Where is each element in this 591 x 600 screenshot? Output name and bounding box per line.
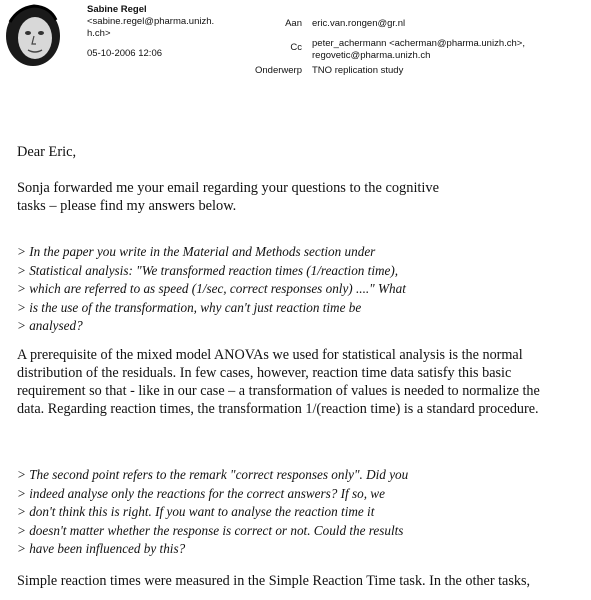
sent-date: 05-10-2006 12:06 xyxy=(87,48,163,59)
cc-value xyxy=(312,38,587,62)
sender-email-line2: h.ch> xyxy=(87,28,111,39)
intro-line: Sonja forwarded me your email regarding your questions to the cognitive xyxy=(17,180,440,196)
quoted-question-1 xyxy=(17,243,577,336)
quote-line: > which are referred to as speed (1/sec, correct responses only) ...." What xyxy=(17,281,406,297)
quote-line: > analysed? xyxy=(17,318,83,334)
answer-paragraph-1 xyxy=(17,346,589,418)
quote-line: > In the paper you write in the Material and Methods section under xyxy=(17,244,376,259)
quote-line: > indeed analyse only the reactions for the correct answers? If so, we xyxy=(17,485,385,501)
subject-value: TNO replication study xyxy=(312,65,404,76)
quote-line: > Statistical analysis: "We transformed reaction times (1/reaction time), xyxy=(17,262,399,278)
cc-line1: peter_achermann <acherman@pharma.unizh.ch>, xyxy=(312,38,525,49)
quoted-question-2 xyxy=(17,466,577,559)
intro-paragraph xyxy=(17,179,589,215)
answer-paragraph-2 xyxy=(17,572,589,590)
quote-line: > have been influenced by this? xyxy=(17,541,186,557)
answer-line: A prerequisite of the mixed model ANOVAs we used for statistical analysis is the normal xyxy=(17,347,523,363)
quote-line: > don't think this is right. If you want to analyse the reaction time it xyxy=(17,504,375,520)
greeting: Dear Eric, xyxy=(17,144,77,160)
quote-line: > doesn't matter whether the response is correct or not. Could the results xyxy=(17,522,404,538)
answer-line: distribution of the residuals. In few cases, however, reaction time data satisfy this basic xyxy=(17,365,512,381)
intro-line: tasks – please find my answers below. xyxy=(17,198,237,214)
quote-line: > is the use of the transformation, why can't just reaction time be xyxy=(17,299,362,315)
subject-label: Onderwerp xyxy=(255,65,302,76)
answer-line: Simple reaction times were measured in the Simple Reaction Time task. In the other tasks, xyxy=(17,573,531,589)
answer-line: data. Regarding reaction times, the transformation 1/(reaction time) is a standard procedure. xyxy=(17,401,539,417)
to-value: eric.van.rongen@gr.nl xyxy=(312,18,406,29)
answer-line: requirement so that - like in our case – a transformation of values is needed to normalize the xyxy=(17,383,540,399)
quote-line: > The second point refers to the remark "correct responses only". Did you xyxy=(17,467,409,482)
sender-avatar xyxy=(4,2,62,68)
sender-name: Sabine Regel xyxy=(87,4,147,15)
cc-line2: regovetic@pharma.unizh.ch xyxy=(312,50,431,61)
sender-email-line1: <sabine.regel@pharma.unizh. xyxy=(87,16,215,27)
to-label: Aan xyxy=(285,18,302,29)
cc-label: Cc xyxy=(290,42,302,53)
